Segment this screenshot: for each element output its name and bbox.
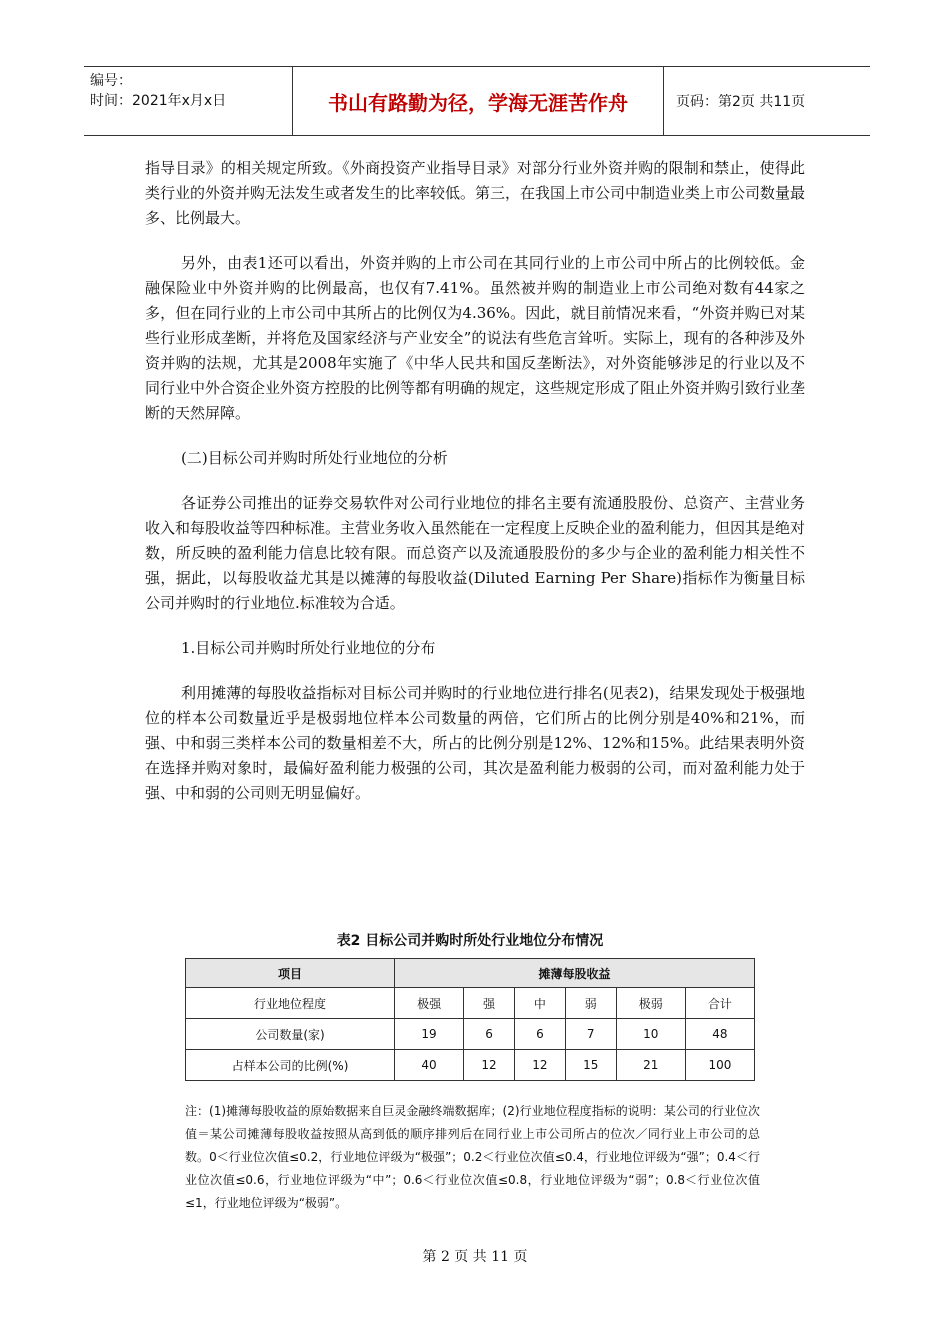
paragraph-2: 另外，由表1还可以看出，外资并购的上市公司在其同行业的上市公司中所占的比例较低。金融保险业中外资并购的比例最高，也仅有7.41%。虽然被并购的制造业上市公司绝对数有44家之多，但在同行业的上市公司中其所占的比例仅为4.36%。因此，就目前情况来看，“外资并购已对某些行业形成垄断，并将危及国家经济与产业安全”的说法有些危言耸听。实际上，现有的各种涉及外资并购的法规，尤其是2008年实施了《中华人民共和国反垄断法》，对外资能够涉足的行业以及不同行业中外合资企业外资方控股的比例等都有明确的规定，这些规定形成了阻止外资并购引致行业垄断的天然屏障。 — [145, 254, 806, 422]
header-group: 摊薄每股收益 — [395, 959, 755, 988]
row-label: 占样本公司的比例(%) — [186, 1050, 395, 1081]
paragraph-3: 各证券公司推出的证券交易软件对公司行业地位的排名主要有流通股股份、总资产、主营业务收入和每股收益等四种标准。主营业务收入虽然能在一定程度上反映企业的盈利能力，但因其是绝对数，所反映的盈利能力信息比较有限。而总资产以及流通股股份的多少与企业的盈利能力相关性不强，据此，以每股收益尤其是以摊薄的每股收益(Diluted Earning Per Share)指标作为衡量目标公司并购时的行业地位.标准较为合适。 — [145, 494, 806, 612]
count-cell: 6 — [464, 1019, 515, 1050]
percent-cell: 12 — [464, 1050, 515, 1081]
row-label: 行业地位程度 — [186, 988, 395, 1019]
header-item: 项目 — [186, 959, 395, 988]
percent-cell: 15 — [565, 1050, 616, 1081]
percent-cell: 100 — [685, 1050, 754, 1081]
header-meta — [84, 67, 293, 135]
level-cell: 合计 — [685, 988, 754, 1019]
percent-cell: 12 — [514, 1050, 565, 1081]
header-motto: 书山有路勤为径，学海无涯苦作舟 — [293, 67, 664, 135]
count-cell: 7 — [565, 1019, 616, 1050]
body-text — [145, 156, 805, 826]
table-note: 注：(1)摊薄每股收益的原始数据来自巨灵金融终端数据库；(2)行业地位程度指标的说明：某公司的行业位次值＝某公司摊薄每股收益按照从高到低的顺序排列后在同行业上市公司所占的位次／同行业上市公司的总数。0＜行业位次值≤0.2，行业地位评级为“极强”；0.2＜行业位次值≤0.4，行业地位评级为“强”；0.4＜行业位次值≤0.6，行业地位评级为“中”；0.6＜行业位次值≤0.8，行业地位评级为“弱”；0.8＜行业位次值≤1，行业地位评级为“极弱”。 — [185, 1104, 760, 1210]
percent-cell: 40 — [395, 1050, 464, 1081]
distribution-table — [185, 958, 755, 1081]
count-cell: 19 — [395, 1019, 464, 1050]
table-row-counts — [186, 1019, 755, 1050]
table-caption: 表2 目标公司并购时所处行业地位分布情况 — [336, 933, 604, 949]
percent-cell: 21 — [616, 1050, 685, 1081]
page-header — [84, 66, 870, 136]
header-code-label: 编号： — [90, 73, 132, 89]
count-cell: 10 — [616, 1019, 685, 1050]
header-date-label: 时间：2021年x月x日 — [90, 93, 227, 109]
count-cell: 48 — [685, 1019, 754, 1050]
table-header-row — [186, 959, 755, 988]
count-cell: 6 — [514, 1019, 565, 1050]
section-heading: (二)目标公司并购时所处行业地位的分析 — [181, 449, 448, 467]
row-label: 公司数量(家) — [186, 1019, 395, 1050]
level-cell: 极强 — [395, 988, 464, 1019]
page-footer: 第 2 页 共 11 页 — [422, 1249, 528, 1265]
level-cell: 极弱 — [616, 988, 685, 1019]
level-cell: 弱 — [565, 988, 616, 1019]
subsection-heading: 1.目标公司并购时所处行业地位的分布 — [181, 639, 436, 657]
header-page-info: 页码：第2页 共11页 — [676, 94, 806, 110]
table-row-percents — [186, 1050, 755, 1081]
paragraph-4: 利用摊薄的每股收益指标对目标公司并购时的行业地位进行排名(见表2)，结果发现处于极强地位的样本公司数量近乎是极弱地位样本公司数量的两倍，它们所占的比例分别是40%和21%，而强、中和弱三类样本公司的数量相差不大，所占的比例分别是12%、12%和15%。此结果表明外资在选择并购对象时，最偏好盈利能力极强的公司，其次是盈利能力极弱的公司，而对盈利能力处于强、中和弱的公司则无明显偏好。 — [145, 684, 805, 802]
table-row-levels — [186, 988, 755, 1019]
level-cell: 中 — [514, 988, 565, 1019]
paragraph-1: 指导目录》的相关规定所致。《外商投资产业指导目录》对部分行业外资并购的限制和禁止，使得此类行业的外资并购无法发生或者发生的比率较低。第三，在我国上市公司中制造业类上市公司数量最多、比例最大。 — [145, 159, 806, 227]
level-cell: 强 — [464, 988, 515, 1019]
